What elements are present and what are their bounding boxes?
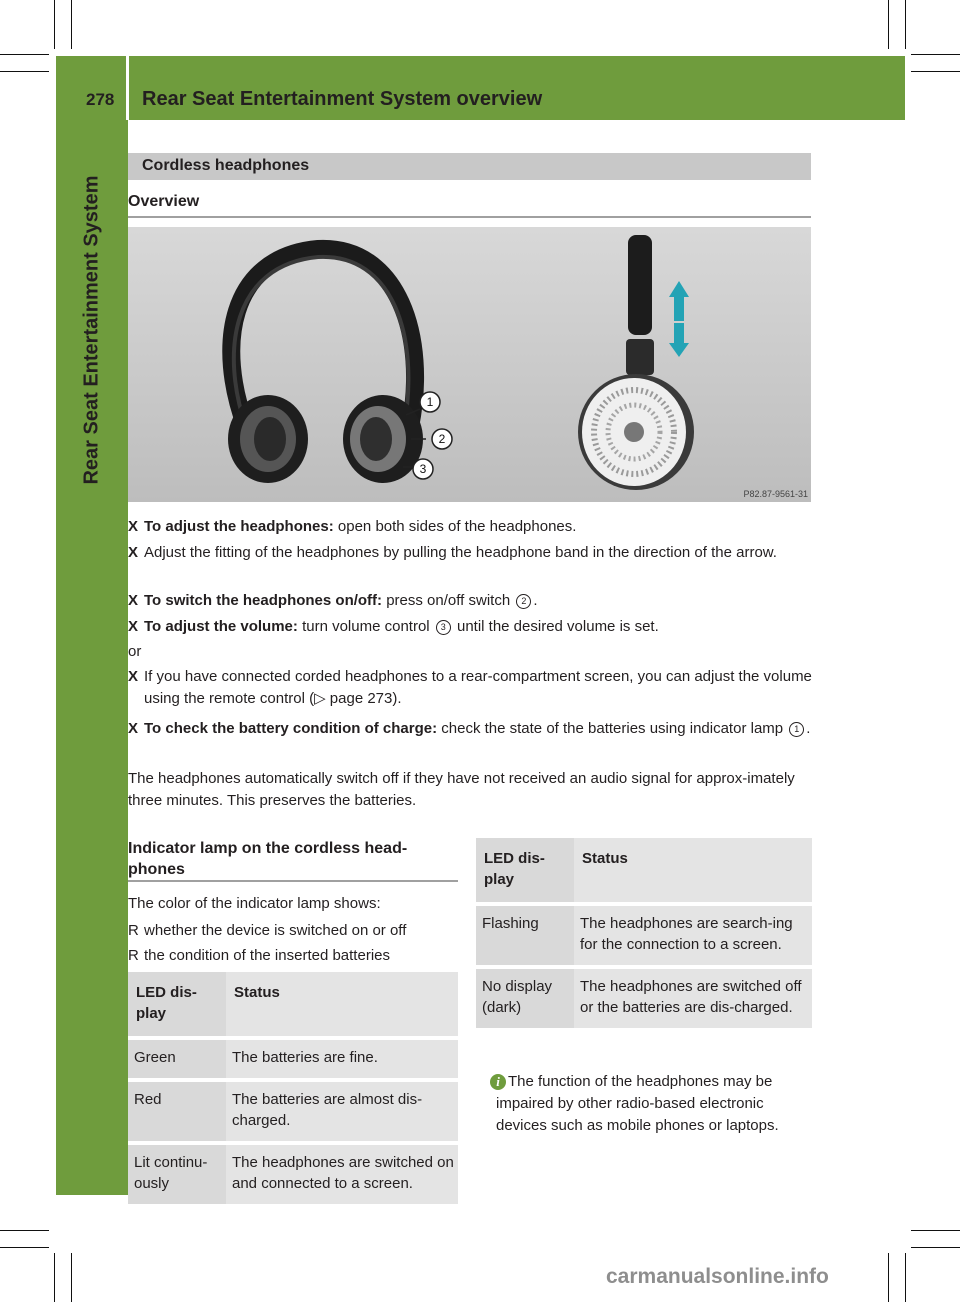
instruction-adjust xyxy=(128,516,813,538)
indicator-intro: The color of the indicator lamp shows: xyxy=(128,895,381,912)
instruction-text: turn volume control xyxy=(297,618,434,635)
ref-callout: 1 xyxy=(789,722,804,737)
instruction-text: ). xyxy=(392,690,402,707)
page-reference-link[interactable]: ▷ page 273 xyxy=(314,690,393,707)
headphones-illustration xyxy=(128,227,811,502)
indicator-heading: Indicator lamp on the cordless head-phones xyxy=(128,840,408,878)
page-number: 278 xyxy=(86,90,115,109)
figure-callout: 3 xyxy=(419,462,427,476)
step-marker: X xyxy=(128,720,139,737)
instruction-label: To check the battery condition of charge: xyxy=(144,720,438,737)
led-status-table-2 xyxy=(476,838,812,1028)
instruction-battery xyxy=(128,718,813,740)
crop-mark xyxy=(911,54,960,55)
table-row xyxy=(476,967,812,1028)
bullet-text: whether the device is switched on or off xyxy=(144,922,407,939)
instruction-text: . xyxy=(533,592,538,609)
crop-mark xyxy=(54,1253,55,1302)
crop-mark xyxy=(0,54,49,55)
table-row xyxy=(128,1038,458,1080)
bullet-text: the condition of the inserted batteries xyxy=(144,947,390,964)
instruction-label: To adjust the headphones: xyxy=(144,518,334,535)
section-title: Cordless headphones xyxy=(142,157,310,174)
table-cell: The headphones are switched on and connected to a screen. xyxy=(226,1143,458,1204)
table-cell: The batteries are almost dis-charged. xyxy=(226,1080,458,1143)
note-text: The function of the headphones may be impaired by other radio-based electronic devices such as mobile phones or laptops. xyxy=(496,1073,779,1134)
ref-callout: 3 xyxy=(436,620,451,635)
step-marker: X xyxy=(128,668,139,685)
figure-callout: 1 xyxy=(426,395,434,409)
sidebar-title: Rear Seat Entertainment System xyxy=(80,175,103,485)
crop-mark xyxy=(0,71,49,72)
figure-callout: 2 xyxy=(438,432,446,446)
crop-mark xyxy=(905,0,906,49)
instruction-text: If you have connected corded headphones to a rear-compartment screen, you can adjust the volume using the remote control ( xyxy=(144,668,812,707)
table-cell: The headphones are search-ing for the connection to a screen. xyxy=(574,904,812,967)
crop-mark xyxy=(71,1253,72,1302)
instruction-text: Adjust the fitting of the headphones by pulling the headphone band in the direction of the arrow. xyxy=(144,544,777,561)
crop-mark xyxy=(54,0,55,49)
info-note xyxy=(476,1071,812,1137)
step-marker: X xyxy=(128,518,139,535)
crop-mark xyxy=(905,1253,906,1302)
table-row xyxy=(128,1080,458,1143)
crop-mark xyxy=(0,1230,49,1231)
watermark: carmanualsonline.info xyxy=(606,1265,829,1288)
header-separator xyxy=(126,56,129,120)
instruction-text: until the desired volume is set. xyxy=(452,618,659,635)
section-title-bar xyxy=(128,153,811,180)
led-status-table-1 xyxy=(128,972,458,1204)
bullet-marker: R xyxy=(128,922,139,939)
table-cell: Green xyxy=(128,1038,226,1080)
table-cell: The batteries are fine. xyxy=(226,1038,458,1080)
bullet-marker: R xyxy=(128,947,139,964)
instruction-fitting xyxy=(128,542,813,564)
step-marker: X xyxy=(128,618,139,635)
table-header-row xyxy=(476,838,812,904)
table-row xyxy=(476,904,812,967)
overview-heading: Overview xyxy=(128,193,200,210)
instruction-text: open both sides of the headphones. xyxy=(333,518,577,535)
header-title: Rear Seat Entertainment System overview xyxy=(142,88,543,110)
ref-callout: 2 xyxy=(516,594,531,609)
instruction-text: . xyxy=(806,720,811,737)
instruction-corded xyxy=(128,666,813,710)
instruction-label: To adjust the volume: xyxy=(144,618,298,635)
table-row xyxy=(128,1143,458,1204)
figure-code: P82.87-9561-31 xyxy=(743,489,808,499)
table-header: LED dis-play xyxy=(128,972,226,1038)
crop-mark xyxy=(888,1253,889,1302)
table-header-row xyxy=(128,972,458,1038)
crop-mark xyxy=(911,1230,960,1231)
instruction-switch xyxy=(128,590,813,612)
instruction-text: check the state of the batteries using indicator lamp xyxy=(437,720,788,737)
table-header: Status xyxy=(226,972,458,1038)
list-item xyxy=(128,920,458,942)
crop-mark xyxy=(888,0,889,49)
step-marker: X xyxy=(128,592,139,609)
or-text: or xyxy=(128,643,142,660)
table-cell: Flashing xyxy=(476,904,574,967)
crop-mark xyxy=(71,0,72,49)
table-cell: The headphones are switched off or the batteries are dis-charged. xyxy=(574,967,812,1028)
step-marker: X xyxy=(128,544,139,561)
instruction-label: To switch the headphones on/off: xyxy=(144,592,383,609)
table-cell: Lit continu-ously xyxy=(128,1143,226,1204)
table-cell: No display (dark) xyxy=(476,967,574,1028)
table-cell: Red xyxy=(128,1080,226,1143)
info-icon: i xyxy=(490,1074,506,1090)
overview-rule xyxy=(128,216,811,218)
crop-mark xyxy=(911,1247,960,1248)
table-header: Status xyxy=(574,838,812,904)
indicator-rule xyxy=(128,880,458,882)
crop-mark xyxy=(911,71,960,72)
table-header: LED dis-play xyxy=(476,838,574,904)
auto-off-paragraph: The headphones automatically switch off if they have not received an audio signal for approx-imately three minutes. This preserves the batteries. xyxy=(128,770,795,809)
instruction-text: press on/off switch xyxy=(382,592,515,609)
headphones-figure xyxy=(128,227,811,502)
list-item xyxy=(128,945,458,967)
crop-mark xyxy=(0,1247,49,1248)
instruction-volume xyxy=(128,616,813,638)
